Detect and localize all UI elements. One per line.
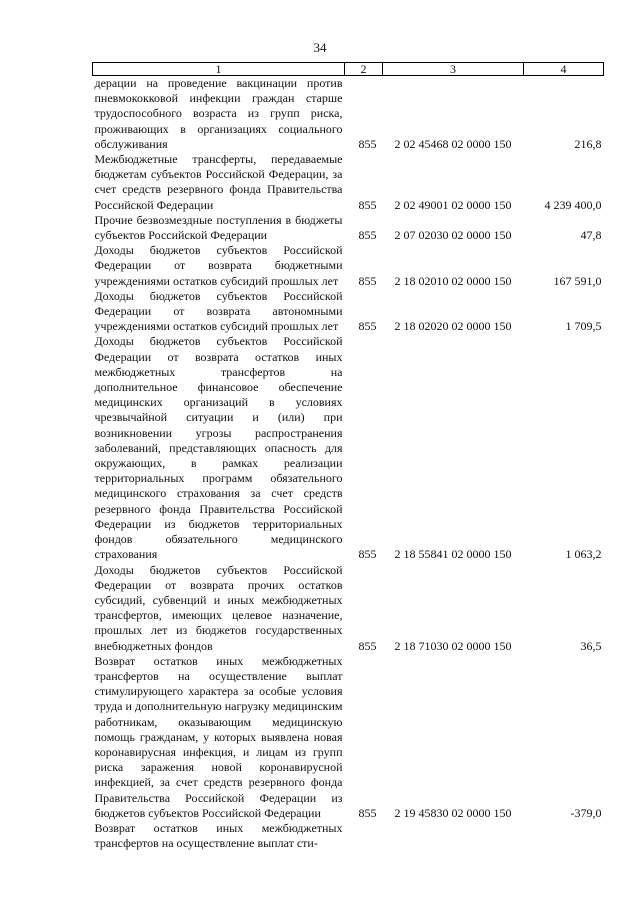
- table-row: [93, 654, 604, 821]
- table-row: [93, 289, 604, 335]
- row-chapter: 855: [358, 638, 377, 653]
- row-description: Доходы бюджетов субъектов Российской Федерации от возврата автономными учреждениями остатков субсидий прошлых лет: [94, 288, 343, 334]
- column-header-1: 1: [93, 63, 345, 76]
- table-row: [93, 821, 604, 851]
- column-header-4: 4: [524, 63, 604, 76]
- budget-table: [92, 62, 604, 851]
- row-code: 2 18 02010 02 0000 150: [394, 273, 512, 288]
- row-amount: 216,8: [574, 136, 602, 151]
- row-amount: 1 709,5: [565, 319, 602, 334]
- row-description: Возврат остатков иных межбюджетных трансфертов на осуществление выплат сти-: [94, 820, 343, 851]
- row-description: Межбюджетные трансферты, передаваемые бюджетам субъектов Российской Федерации, за счет средств резервного фонда Правительства Российской Федерации: [94, 152, 343, 212]
- row-code: [383, 821, 524, 851]
- table-body: [93, 76, 604, 852]
- row-amount: 1 063,2: [565, 547, 602, 562]
- row-chapter: 855: [358, 136, 377, 151]
- row-description: Прочие безвозмездные поступления в бюджеты субъектов Российской Федерации: [94, 212, 343, 243]
- row-chapter: 855: [358, 273, 377, 288]
- row-chapter: 855: [358, 805, 377, 820]
- table-row: [93, 76, 604, 153]
- row-description: Доходы бюджетов субъектов Российской Федерации от возврата бюджетными учреждениями остатков субсидий прошлых лет: [94, 243, 343, 288]
- row-amount: 36,5: [580, 638, 602, 653]
- table-row: [93, 213, 604, 243]
- row-chapter: [345, 821, 383, 851]
- row-code: 2 18 02020 02 0000 150: [394, 319, 512, 334]
- row-chapter: 855: [358, 319, 377, 334]
- row-amount: [524, 821, 604, 851]
- row-code: 2 18 71030 02 0000 150: [394, 638, 512, 653]
- column-header-3: 3: [383, 63, 524, 76]
- row-code: 2 02 45468 02 0000 150: [394, 136, 512, 151]
- row-chapter: 855: [358, 547, 377, 562]
- row-code: 2 19 45830 02 0000 150: [394, 805, 512, 820]
- row-amount: 167 591,0: [553, 273, 602, 288]
- row-description: Доходы бюджетов субъектов Российской Федерации от возврата остатков иных межбюджетных трансфертов на дополнительное финансовое обеспечение медицинских организаций в условиях чрезвычайной ситуации и (или) при возникновении угрозы распространения заболеваний, представляющих опасность для окружающих, в рамках реализации территориальных программ обязательного медицинского страхования за счет средств резервного фонда Правительства Российской Федерации из бюджетов территориальных фондов обязательного медицинского страхования: [94, 334, 343, 562]
- page-number: 34: [313, 40, 327, 55]
- table-row: [93, 243, 604, 289]
- row-description: Доходы бюджетов субъектов Российской Федерации от возврата прочих остатков субсидий, субвенций и иных межбюджетных трансфертов, имеющих целевое назначение, прошлых лет из бюджетов государственных внебюджетных фондов: [94, 562, 343, 653]
- row-amount: 4 239 400,0: [544, 197, 602, 212]
- table-row: [93, 563, 604, 654]
- row-amount: -379,0: [570, 805, 602, 820]
- column-header-2: 2: [345, 63, 383, 76]
- row-code: 2 07 02030 02 0000 150: [394, 228, 512, 243]
- row-code: 2 02 49001 02 0000 150: [394, 197, 512, 212]
- table-header-row: [93, 63, 604, 76]
- row-description: Возврат остатков иных межбюджетных трансфертов на осуществление выплат стимулирующего характера за особые условия труда и дополнительную нагрузку медицинским работникам, оказывающим медицинскую помощь гражданам, у которых выявлена новая коронавирусная инфекция, и лицам из групп риска заражения новой коронавирусной инфекцией, за счет средств резервного фонда Правительства Российской Федерации из бюджетов субъектов Российской Федерации: [94, 653, 343, 820]
- row-amount: 47,8: [580, 228, 602, 243]
- row-description: дерации на проведение вакцинации против пневмококковой инфекции граждан старше трудоспособного возраста из групп риска, проживающих в организациях социального обслуживания: [94, 76, 343, 151]
- row-code: 2 18 55841 02 0000 150: [394, 547, 512, 562]
- row-chapter: 855: [358, 228, 377, 243]
- row-chapter: 855: [358, 197, 377, 212]
- table-row: [93, 152, 604, 213]
- table-row: [93, 334, 604, 562]
